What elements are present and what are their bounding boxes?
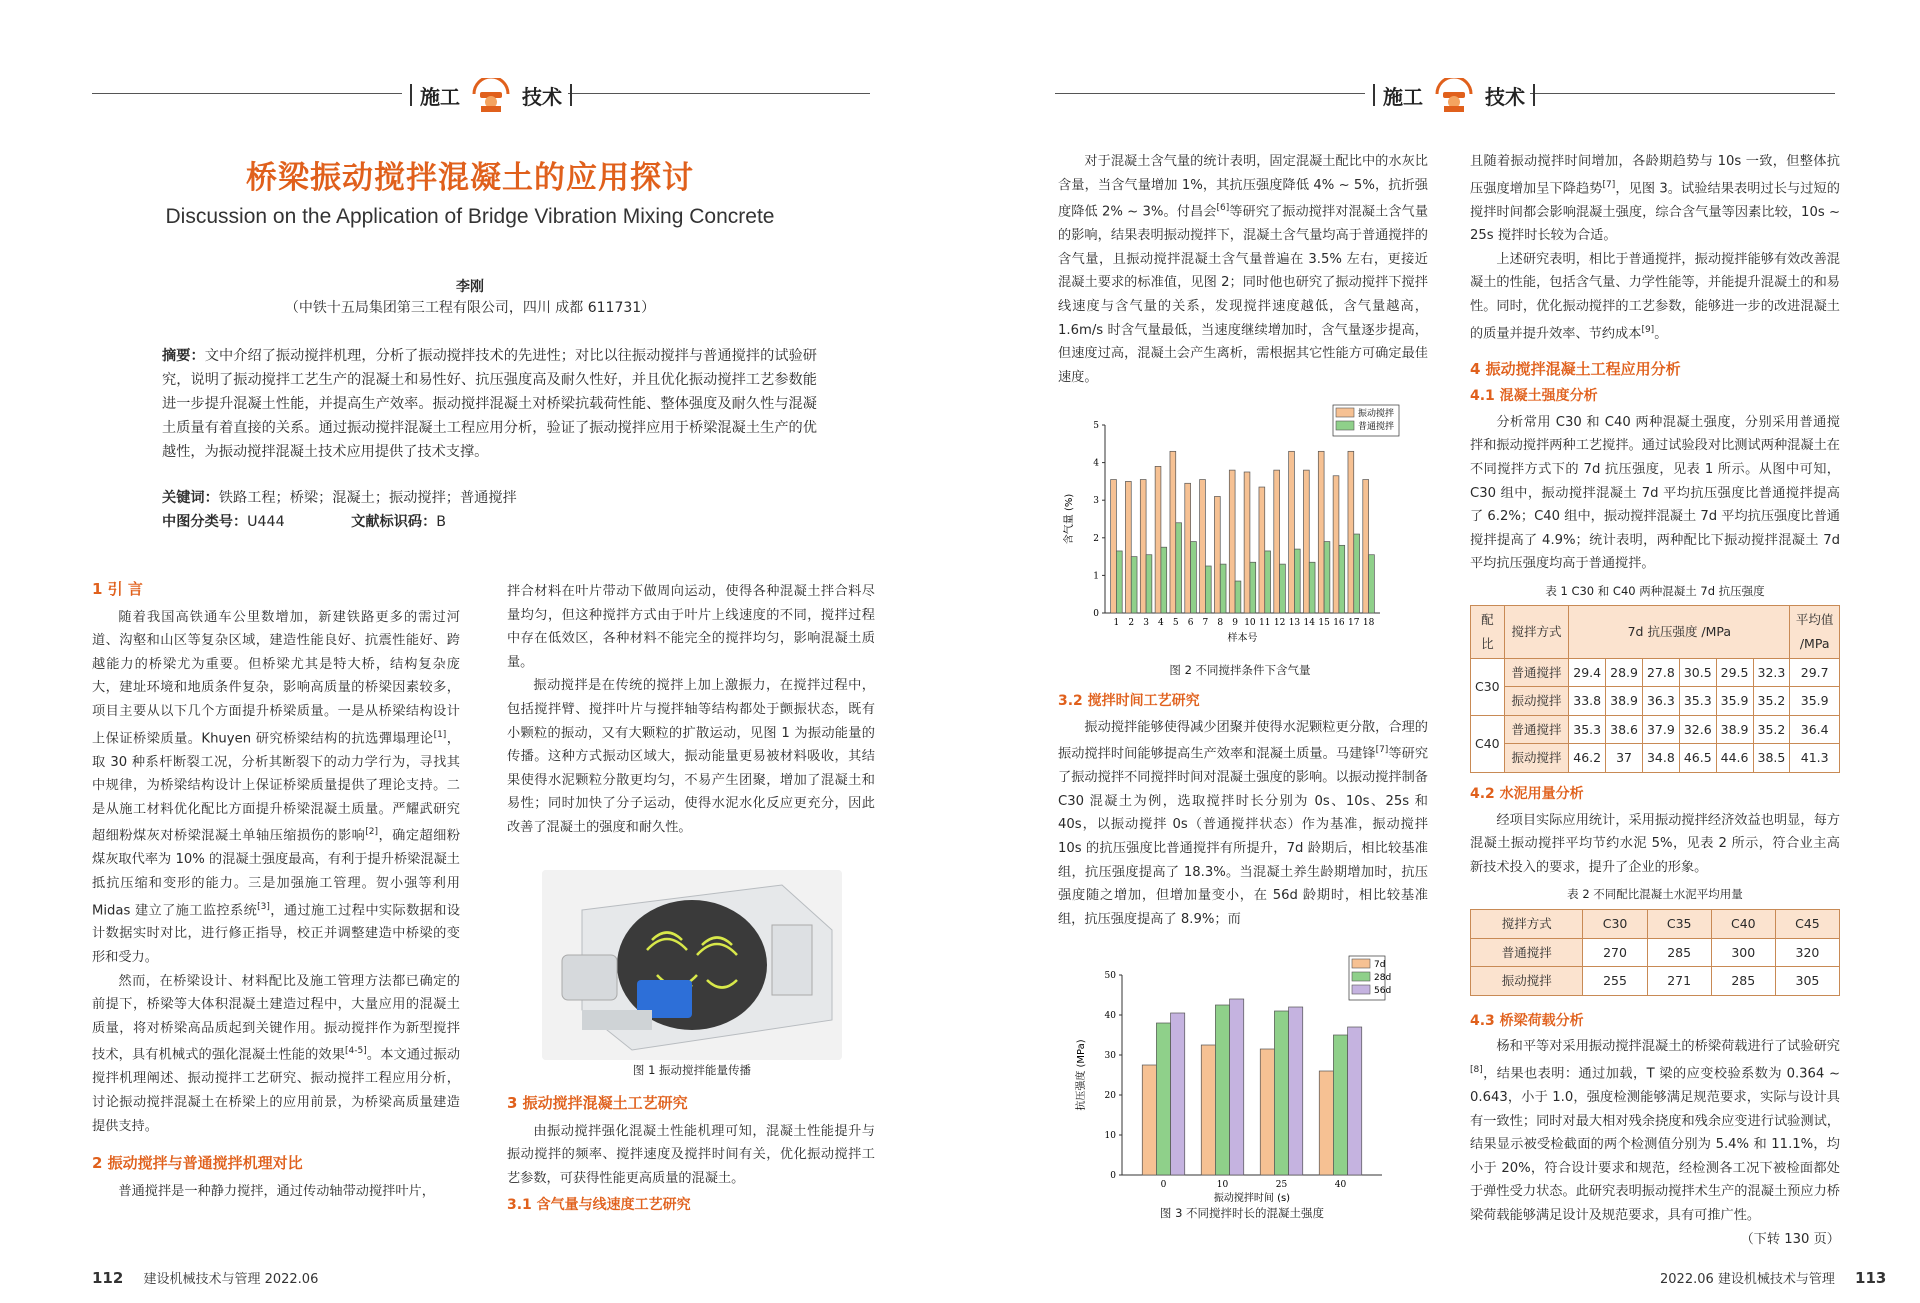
page-number: 113 xyxy=(1855,1269,1887,1287)
bar xyxy=(1280,564,1286,613)
figure-1-caption: 图 1 振动搅拌能量传播 xyxy=(632,1063,752,1077)
keywords-block: 关键词：铁路工程；桥梁；混凝土；振动搅拌；普通搅拌 中图分类号：U444 文献标识码：B xyxy=(162,490,517,530)
x-tick-label: 25 xyxy=(1275,1180,1288,1190)
bar xyxy=(1244,472,1250,613)
bar xyxy=(1319,1071,1333,1175)
legend-swatch xyxy=(1352,985,1370,994)
x-tick-label: 9 xyxy=(1232,618,1238,628)
legend-swatch xyxy=(1336,421,1354,430)
legend-label: 振动搅拌 xyxy=(1358,409,1395,419)
bar xyxy=(1142,1065,1156,1175)
bar xyxy=(1289,451,1295,613)
bar xyxy=(1200,480,1206,613)
x-tick-label: 14 xyxy=(1303,618,1315,628)
table-cell: 35.9 xyxy=(1716,687,1753,716)
legend-swatch xyxy=(1352,972,1370,981)
table-cell: 普通搅拌 xyxy=(1504,715,1569,744)
header-right-b: 技术 xyxy=(1485,84,1525,109)
x-tick-label: 3 xyxy=(1143,618,1149,628)
paragraph: 由振动搅拌强化混凝土性能机理可知，混凝土性能提升与振动搅拌的频率、搅拌速度及搅拌时间有关，优化振动搅拌工艺参数，可获得性能更高质量的混凝土。 xyxy=(507,1123,875,1186)
table-cell: 285 xyxy=(1647,938,1711,967)
bar xyxy=(1348,451,1354,613)
page-title: 桥梁振动搅拌混凝土的应用探讨 xyxy=(246,160,694,196)
x-tick-label: 4 xyxy=(1158,618,1164,628)
bar xyxy=(1205,566,1211,613)
bar xyxy=(1274,470,1280,613)
table-1-caption: 表 1 C30 和 C40 两种混凝土 7d 抗压强度 xyxy=(1545,583,1765,598)
header-left-b: 技术 xyxy=(522,84,562,109)
paragraph: 分析常用 C30 和 C40 两种混凝土强度，分别采用普通搅拌和振动搅拌两种工艺搅拌。通过试验段对比测试两种混凝土在不同搅拌方式下的 7d 抗压强度，见表 1 所示。从图中可知，C30 组中，振动搅拌混凝土 7d 平均抗压强度比普通搅拌提高了 6.2%；C40 组中，振动搅拌混凝土 7d 平均抗压强度比普通搅拌提高了 4.9%；统计表明，两种配比下振动搅拌混凝土 7d 平均抗压强度均高于普通搅拌。 xyxy=(1470,414,1840,572)
paragraph: 且随着振动搅拌时间增加，各龄期趋势与 10s 一致，但整体抗压强度增加呈下降趋势[7]，见图 3。试验结果表明过长与过短的搅拌时间都会影响混凝土强度，综合含气量等因素比较，10s ~ 25s 搅拌时长较为合适。 xyxy=(1470,154,1840,244)
y-tick-label: 5 xyxy=(1093,421,1099,431)
table-row xyxy=(1471,938,1840,967)
table-row xyxy=(1471,910,1840,939)
y-tick-label: 1 xyxy=(1093,571,1099,582)
bar xyxy=(1369,555,1375,613)
table-cell: 35.3 xyxy=(1679,687,1716,716)
table-cell: C40 xyxy=(1471,715,1505,772)
bar xyxy=(1333,476,1339,613)
table-cell: 38.9 xyxy=(1606,687,1643,716)
abstract-text: 文中介绍了振动搅拌机理，分析了振动搅拌技术的先进性；对比以往振动搅拌与普通搅拌的试验研究，说明了振动搅拌工艺生产的混凝土和易性好、抗压强度高及耐久性好，并且优化振动搅拌工艺参数能进一步提升混凝土性能，并提高生产效率。振动搅拌混凝土对桥梁抗载荷性能、整体强度及耐久性与混凝土质量有着直接的关系。通过振动搅拌混凝土工程应用分析，验证了振动搅拌应用于桥梁混凝土生产的优越性，为振动搅拌混凝土技术应用提供了技术支撑。 xyxy=(162,348,817,460)
legend-label: 56d xyxy=(1374,986,1392,996)
paragraph: 上述研究表明，相比于普通搅拌，振动搅拌能够有效改善混凝土的性能，包括含气量、力学性能等，并能提升混凝土的和易性。同时，优化振动搅拌的工艺参数，能够进一步的改进混凝土的质量并提升效率、节约成本[9]。 xyxy=(1470,251,1840,341)
table-cell: 35.2 xyxy=(1753,715,1790,744)
table-row xyxy=(1471,744,1840,773)
bar xyxy=(1201,1045,1215,1175)
table-cell: 普通搅拌 xyxy=(1471,938,1583,967)
table-cell: 33.8 xyxy=(1569,687,1606,716)
bar xyxy=(1348,1027,1362,1175)
table-cell: 38.5 xyxy=(1753,744,1790,773)
section-heading: 4 振动搅拌混凝土工程应用分析 xyxy=(1470,359,1681,378)
y-tick-label: 30 xyxy=(1104,1051,1116,1061)
x-tick-label: 0 xyxy=(1160,1180,1167,1190)
bar xyxy=(1215,1005,1229,1175)
bar xyxy=(1171,1013,1185,1175)
bar xyxy=(1333,1035,1347,1175)
paragraph: 然而，在桥梁设计、材料配比及施工管理方法都已确定的前提下，桥梁等大体积混凝土建造过程中，大量应用的混凝土质量，将对桥梁高品质起到关键作用。振动搅拌作为新型搅拌技术，具有机械式的强化混凝土性能的效果[4-5]。本文通过振动搅拌机理阐述、振动搅拌工艺研究、振动搅拌工程应用分析，讨论振动搅拌混凝土在桥梁上的应用前景，为桥梁高质量建造提供支持。 xyxy=(92,973,461,1134)
bar xyxy=(1274,1011,1288,1175)
table-cell: 320 xyxy=(1775,938,1839,967)
table-cell: 35.9 xyxy=(1790,687,1840,716)
header-left-a: 施工 xyxy=(420,84,460,109)
bar xyxy=(1259,487,1265,613)
section-heading: 2 振动搅拌与普通搅拌机理对比 xyxy=(92,1154,303,1173)
column-1 xyxy=(92,578,460,1203)
x-tick-label: 17 xyxy=(1348,618,1360,628)
header-right-a: 施工 xyxy=(1383,84,1423,109)
bar xyxy=(1235,581,1241,613)
paragraph: 对于混凝土含气量的统计表明，固定混凝土配比中的水灰比含量，当含气量增加 1%，其抗压强度降低 4% ~ 5%，抗折强度降低 2% ~ 3%。付昌会[6]等研究了振动搅拌对混凝土含气量的影响，结果表明振动搅拌下，混凝土含气量均高于普通搅拌的含气量，且振动搅拌混凝土含气量普遍在 3.5% 左右，更接近混凝土要求的标准值，见图 2；同时他也研究了振动搅拌下搅拌线速度与含气量的关系，发现搅拌速度越低，含气量越高，1.6m/s 时含气量最低，当速度继续增加时，含气量逐步提高，但速度过高，混凝土会产生离析，需根据其它性能方可确定最佳速度。 xyxy=(1058,154,1429,385)
table-cell: 34.8 xyxy=(1642,744,1679,773)
x-tick-label: 18 xyxy=(1362,618,1375,628)
x-tick-label: 2 xyxy=(1128,618,1135,628)
table-row xyxy=(1471,687,1840,716)
table-header-cell: 搅拌方式 xyxy=(1471,910,1583,939)
y-tick-label: 3 xyxy=(1093,496,1099,507)
table-header-cell: C30 xyxy=(1583,910,1647,939)
table-cell: 30.5 xyxy=(1679,658,1716,687)
x-tick-label: 15 xyxy=(1318,618,1330,628)
page-number: 112 xyxy=(92,1269,124,1287)
y-tick-label: 0 xyxy=(1110,1171,1116,1181)
table-cell: 270 xyxy=(1583,938,1647,967)
bar xyxy=(1230,999,1244,1175)
table-cell: 46.5 xyxy=(1679,744,1716,773)
subsection-heading: 3.1 含气量与线速度工艺研究 xyxy=(507,1197,691,1214)
table-cell: 32.6 xyxy=(1679,715,1716,744)
table-header-cell: C40 xyxy=(1711,910,1775,939)
bar xyxy=(1170,451,1176,613)
header-right xyxy=(1365,78,1543,112)
x-tick-label: 10 xyxy=(1244,618,1256,628)
header-rule-right-a xyxy=(1055,93,1365,94)
section-heading: 3 振动搅拌混凝土工艺研究 xyxy=(507,1094,688,1112)
x-axis-label: 样本号 xyxy=(1227,633,1258,644)
abstract xyxy=(162,344,817,464)
paragraph: 经项目实际应用统计，采用振动搅拌经济效益也明显，每方混凝土振动搅拌平均节约水泥 5%，见表 2 所示，符合业主高新技术投入的要求，提升了企业的形象。 xyxy=(1470,812,1840,875)
bar xyxy=(1214,496,1220,613)
paragraph: 振动搅拌能够使得减少团聚并使得水泥颗粒更分散，合理的振动搅拌时间能够提高生产效率和混凝土质量。马建锋[7]等研究了振动搅拌不同搅拌时间对混凝土强度的影响。以振动搅拌制备 C30 混凝土为例，选取搅拌时长分别为 0s、10s、25s 和 40s，以振动搅拌 0s（普通搅拌状态）作为基准，振动搅拌 10s 的抗压强度比普通搅拌有所提升，7d 龄期后，相比较基准组，抗压强度提高了 18.3%。当混凝土养生龄期增加时，抗压强度随之增加，但增加量变小，在 56d 龄期时，相比较基准组，抗压强度提高了 8.9%；而 xyxy=(1058,719,1429,927)
bar xyxy=(1289,1007,1303,1175)
table-cell: 305 xyxy=(1775,967,1839,996)
x-tick-label: 40 xyxy=(1334,1180,1347,1190)
bar xyxy=(1111,480,1117,613)
table-cell: 285 xyxy=(1711,967,1775,996)
abstract-label: 摘要： xyxy=(162,348,205,364)
bar xyxy=(1303,470,1309,613)
table-cell: 振动搅拌 xyxy=(1504,744,1569,773)
paragraph: 杨和平等对采用振动搅拌混凝土的桥梁荷载进行了试验研究[8]，结果也表明：通过加载，T 梁的应变校验系数为 0.364 ~ 0.643，小于 1.0，强度检测能够满足规范要求，实际与设计具有一致性；同时对最大相对残余挠度和残余应变进行试验测试，结果显示被受检截面的两个检测值分别为 5.4% 和 11.1%，均小于 20%，符合设计要求和规范，经检测各工况下被检面都处于弹性受力状态。此研究表明振动搅拌术生产的混凝土预应力桥梁荷载能够满足设计及规范要求，具有可推广性。 （下转 130 页） xyxy=(1470,1039,1840,1247)
bar xyxy=(1260,1049,1274,1175)
table-header-cell: C45 xyxy=(1775,910,1839,939)
x-tick-label: 11 xyxy=(1259,618,1271,628)
column-4 xyxy=(1470,150,1840,1251)
column-2 xyxy=(507,580,875,840)
subsection-heading: 4.2 水泥用量分析 xyxy=(1470,786,1584,803)
table-cell: 振动搅拌 xyxy=(1471,967,1583,996)
bar xyxy=(1250,562,1256,613)
table-cell: 29.5 xyxy=(1716,658,1753,687)
bar xyxy=(1156,1023,1170,1175)
worker-logo-icon xyxy=(1429,78,1479,112)
table-cell: 振动搅拌 xyxy=(1504,687,1569,716)
column-3 xyxy=(1058,150,1428,389)
table-cell: 36.3 xyxy=(1642,687,1679,716)
table-2-caption: 表 2 不同配比混凝土水泥平均用量 xyxy=(1567,887,1743,902)
bar xyxy=(1191,542,1197,613)
x-tick-label: 13 xyxy=(1288,618,1301,628)
worker-logo-icon xyxy=(466,78,516,112)
table-cell: 28.9 xyxy=(1606,658,1643,687)
table-cell: 35.3 xyxy=(1569,715,1606,744)
vibration-mixer-illustration xyxy=(542,870,842,1060)
bar xyxy=(1309,562,1315,613)
y-tick-label: 2 xyxy=(1093,533,1099,544)
bar xyxy=(1339,545,1345,613)
legend-label: 普通搅拌 xyxy=(1358,422,1395,432)
th: 配比 xyxy=(1471,606,1505,658)
table-row xyxy=(1471,715,1840,744)
footer-right: 2022.06 建设机械技术与管理 113 xyxy=(1660,1269,1887,1287)
bar xyxy=(1131,557,1137,613)
bar xyxy=(1354,534,1360,613)
table-cell: 35.2 xyxy=(1753,687,1790,716)
legend-label: 28d xyxy=(1374,973,1392,983)
table-cell: 271 xyxy=(1647,967,1711,996)
table-cell: 41.3 xyxy=(1790,744,1840,773)
table-cell: 27.8 xyxy=(1642,658,1679,687)
y-tick-label: 10 xyxy=(1104,1131,1116,1141)
table-header-cell: C35 xyxy=(1647,910,1711,939)
paragraph: 拌合材料在叶片带动下做周向运动，使得各种混凝土拌合料尽量均匀，但这种搅拌方式由于叶片上线速度的不同，搅拌过程中存在低效区，各种材料不能完全的搅拌均匀，影响混凝土质量。 xyxy=(507,584,875,670)
bar xyxy=(1265,551,1271,613)
bar xyxy=(1318,451,1324,613)
table-cell: 300 xyxy=(1711,938,1775,967)
x-tick-label: 12 xyxy=(1273,618,1286,628)
table-row xyxy=(1471,658,1840,687)
bar xyxy=(1155,466,1161,613)
clc-code: U444 xyxy=(247,514,285,530)
paragraph: 振动搅拌是在传统的搅拌上加上激振力，在搅拌过程中，包括搅拌臂、搅拌叶片与搅拌轴等结构都处于颤振状态，既有小颗粒的振动，又有大颗粒的扩散运动，见图 1 为振动能量的传播。这种方式振动区域大，振动能量更易被材料吸收，其结果使得水泥颗粒分散更均匀，不易产生团聚，增加了混凝土和易性；同时加快了分子运动，使得水泥水化反应更充分，因此改善了混凝土的强度和耐久性。 xyxy=(507,678,875,835)
bar xyxy=(1161,547,1167,613)
x-tick-label: 10 xyxy=(1216,1180,1229,1190)
table-cell: 38.6 xyxy=(1606,715,1643,744)
bar xyxy=(1294,549,1300,613)
bar xyxy=(1324,542,1330,613)
table-cell: 29.4 xyxy=(1569,658,1606,687)
x-tick-label: 8 xyxy=(1217,618,1224,628)
y-tick-label: 20 xyxy=(1104,1091,1116,1101)
table-cell: 255 xyxy=(1583,967,1647,996)
table-cell: 32.3 xyxy=(1753,658,1790,687)
strength-chart xyxy=(1072,955,1412,1205)
legend-swatch xyxy=(1352,959,1370,968)
legend-swatch xyxy=(1336,408,1354,417)
section-heading: 1 引 言 xyxy=(92,580,143,598)
bar xyxy=(1176,523,1182,613)
subsection-heading: 4.3 桥梁荷载分析 xyxy=(1470,1012,1584,1029)
subsection-heading: 3.2 搅拌时间工艺研究 xyxy=(1058,693,1200,709)
y-tick-label: 4 xyxy=(1093,458,1099,469)
legend-label: 7d xyxy=(1374,960,1386,970)
bar xyxy=(1146,555,1152,613)
table-cell: 36.4 xyxy=(1790,715,1840,744)
table-row xyxy=(1471,967,1840,996)
doc-code: B xyxy=(436,514,446,530)
th: 7d 抗压强度 /MPa xyxy=(1569,606,1790,658)
y-tick-label: 40 xyxy=(1104,1011,1116,1021)
x-tick-label: 5 xyxy=(1172,618,1179,628)
table-cell: 29.7 xyxy=(1790,658,1840,687)
keywords: 铁路工程；桥梁；混凝土；振动搅拌；普通搅拌 xyxy=(218,490,517,506)
th: 搅拌方式 xyxy=(1504,606,1569,658)
x-tick-label: 6 xyxy=(1187,618,1194,628)
table-cell: 37.9 xyxy=(1642,715,1679,744)
header-rule-left-b xyxy=(568,93,870,94)
header-rule-left-a xyxy=(92,93,402,94)
column-3-lower xyxy=(1058,686,1428,931)
bar xyxy=(1229,470,1235,613)
table-cell: 普通搅拌 xyxy=(1504,658,1569,687)
y-axis-label: 含气量 (%) xyxy=(1064,493,1075,545)
x-tick-label: 1 xyxy=(1113,618,1120,628)
table-2 xyxy=(1470,909,1840,996)
table-1 xyxy=(1470,605,1840,773)
bar xyxy=(1125,481,1131,613)
bar xyxy=(1140,480,1146,613)
affiliation: （中铁十五局集团第三工程有限公司，四川 成都 611731） xyxy=(284,300,656,316)
table-cell: 44.6 xyxy=(1716,744,1753,773)
english-title: Discussion on the Application of Bridge Vibration Mixing Concrete xyxy=(165,205,775,228)
x-axis-label: 振动搅拌时间 (s) xyxy=(1213,1193,1291,1204)
paragraph: 普通搅拌是一种静力搅拌，通过传动轴带动搅拌叶片， xyxy=(118,1183,435,1199)
air-content-chart xyxy=(1060,400,1420,645)
bar xyxy=(1220,564,1226,613)
x-tick-label: 7 xyxy=(1202,618,1209,628)
author: 李刚 xyxy=(456,279,484,295)
y-tick-label: 50 xyxy=(1104,971,1116,981)
y-axis-label: 抗压强度 (MPa) xyxy=(1076,1039,1087,1111)
column-2-lower xyxy=(507,1088,875,1220)
figure-2-caption: 图 2 不同搅拌条件下含气量 xyxy=(1169,663,1311,677)
header-left xyxy=(402,78,580,112)
header-rule-right-b xyxy=(1530,93,1835,94)
table-cell: 46.2 xyxy=(1569,744,1606,773)
figure-3-caption: 图 3 不同搅拌时长的混凝土强度 xyxy=(1159,1206,1325,1220)
bar xyxy=(1185,483,1191,613)
paragraph: 随着我国高铁通车公里数增加，新建铁路更多的需过河道、沟壑和山区等复杂区域，建造性能良好、抗震性能好、跨越能力的桥梁尤为重要。但桥梁尤其是特大桥，结构复杂庞大，建址环境和地质条件复杂，影响高质量的桥梁因素较多，项目主要从以下几个方面提升桥梁质量。一是从桥梁结构设计上保证桥梁质量。Khuyen 研究桥梁结构的抗选彈塌理论[1]，取 30 种系杆断裂工况，分析其断裂下的动力学行为，寻找其中规律，为桥梁结构设计上保证桥梁质量提供了理论支持。二是从施工材料优化配比方面提升桥梁混凝土质量。严耀武研究超细粉煤灰对桥梁混凝土单轴压缩损伤的影响[2]，确定超细粉煤灰取代率为 10% 的混凝土强度最高，有利于提升桥梁混凝土抵抗压缩和变形的能力。三是加强施工管理。贺小强等利用 Midas 建立了施工监控系统[3]，通过施工过程中实际数据和设计数据实时对比，进行修正指导，校正并调整建造中桥梁的变形和受力。 xyxy=(92,609,461,966)
table-cell: 37 xyxy=(1606,744,1643,773)
x-tick-label: 16 xyxy=(1333,618,1345,628)
table-cell: 38.9 xyxy=(1716,715,1753,744)
subsection-heading: 4.1 混凝土强度分析 xyxy=(1470,388,1598,405)
footer-left: 112 建设机械技术与管理 2022.06 xyxy=(92,1269,319,1287)
th: 平均值 /MPa xyxy=(1790,606,1840,658)
mixer-figure xyxy=(542,870,842,1060)
bar xyxy=(1116,551,1122,613)
bar xyxy=(1363,480,1369,613)
table-cell: C30 xyxy=(1471,658,1505,715)
y-tick-label: 0 xyxy=(1093,609,1099,619)
